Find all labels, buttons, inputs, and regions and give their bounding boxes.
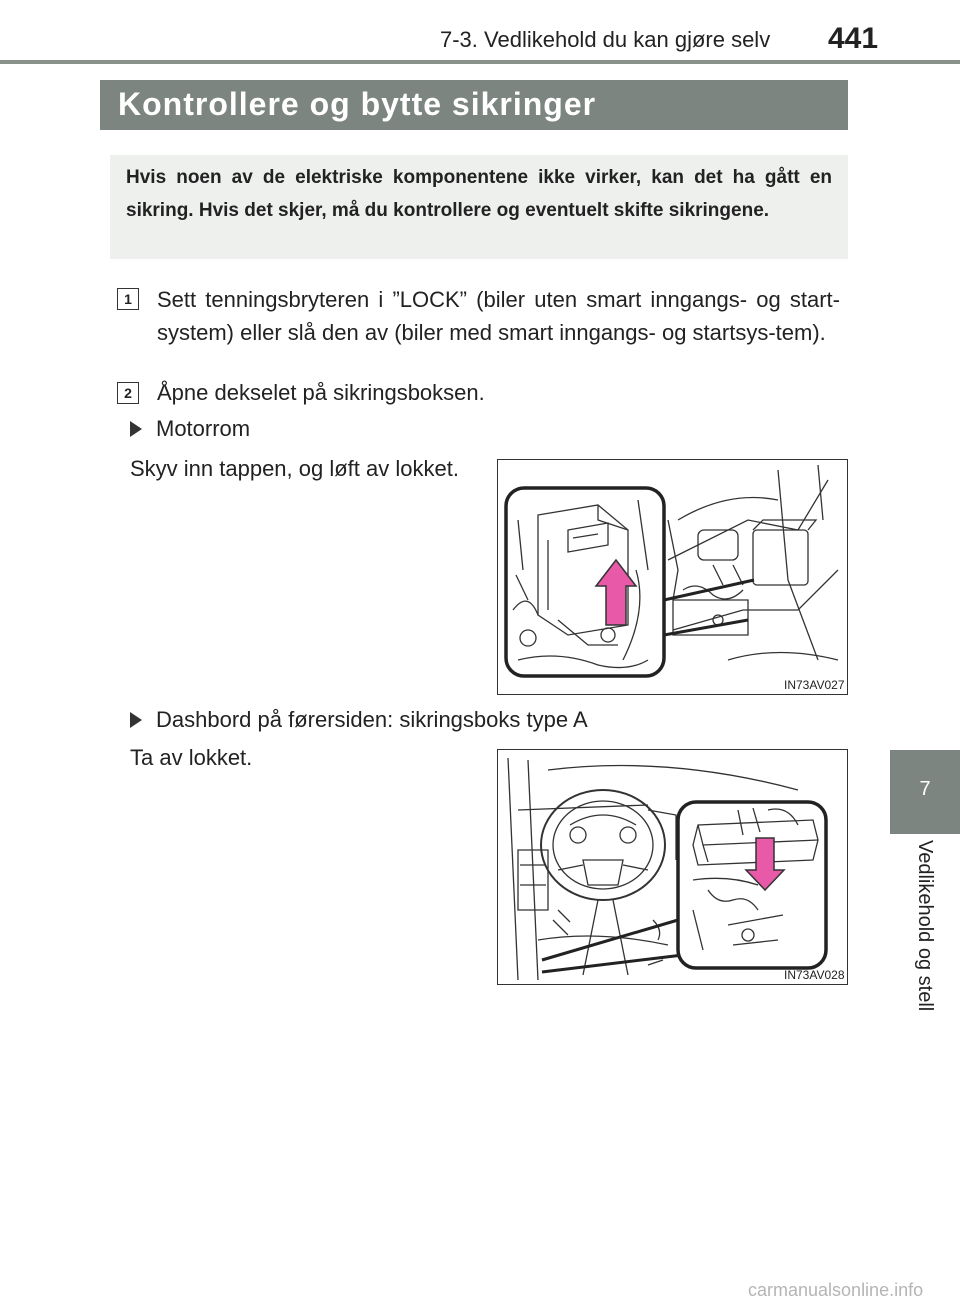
dashboard-fuse-box-illustration [497,749,848,985]
dashboard-drawing [498,750,846,983]
watermark: carmanualsonline.info [748,1280,924,1300]
triangle-bullet-icon [130,712,142,728]
figure-code: IN73AV027 [784,678,845,692]
section-title: Kontrollere og bytte sikringer [118,86,597,122]
subsection-heading-text: Dashbord på førersiden: sikringsboks type A [156,707,588,732]
step-number-badge: 2 [117,382,139,404]
subsection-instruction: Skyv inn tappen, og løft av lokket. [130,456,459,481]
step-text: Åpne dekselet på sikringsboksen. [157,380,485,405]
subsection-heading [130,707,588,733]
intro-box [110,155,848,259]
page-number: 441 [828,22,879,55]
header-section-title: 7-3. Vedlikehold du kan gjøre selv [440,27,771,52]
engine-compartment-drawing [498,460,846,693]
engine-fuse-box-illustration [497,459,848,695]
step-text: Sett tenningsbryteren i ”LOCK” (biler uten smart inngangs- og start-system) eller slå den av (biler med smart inngangs- og startsys-tem). [157,287,840,345]
intro-text: Hvis noen av de elektriske komponentene ikke virker, kan det ha gått en sikring. Hvis det skjer, må du kontrollere og eventuelt skifte sikringene. [126,167,832,221]
subsection-instruction: Ta av lokket. [130,745,253,770]
triangle-bullet-icon [130,421,142,437]
figure-code: IN73AV028 [784,968,845,982]
subsection-heading-text: Motorrom [156,416,251,441]
header-rule [0,60,960,64]
step-number-badge: 1 [117,288,139,310]
chapter-number: 7 [919,778,931,800]
chapter-label: Vedlikehold og stell [914,840,936,1012]
section-title-bar [100,80,848,130]
subsection-heading [130,416,250,442]
chapter-tab [890,750,960,834]
